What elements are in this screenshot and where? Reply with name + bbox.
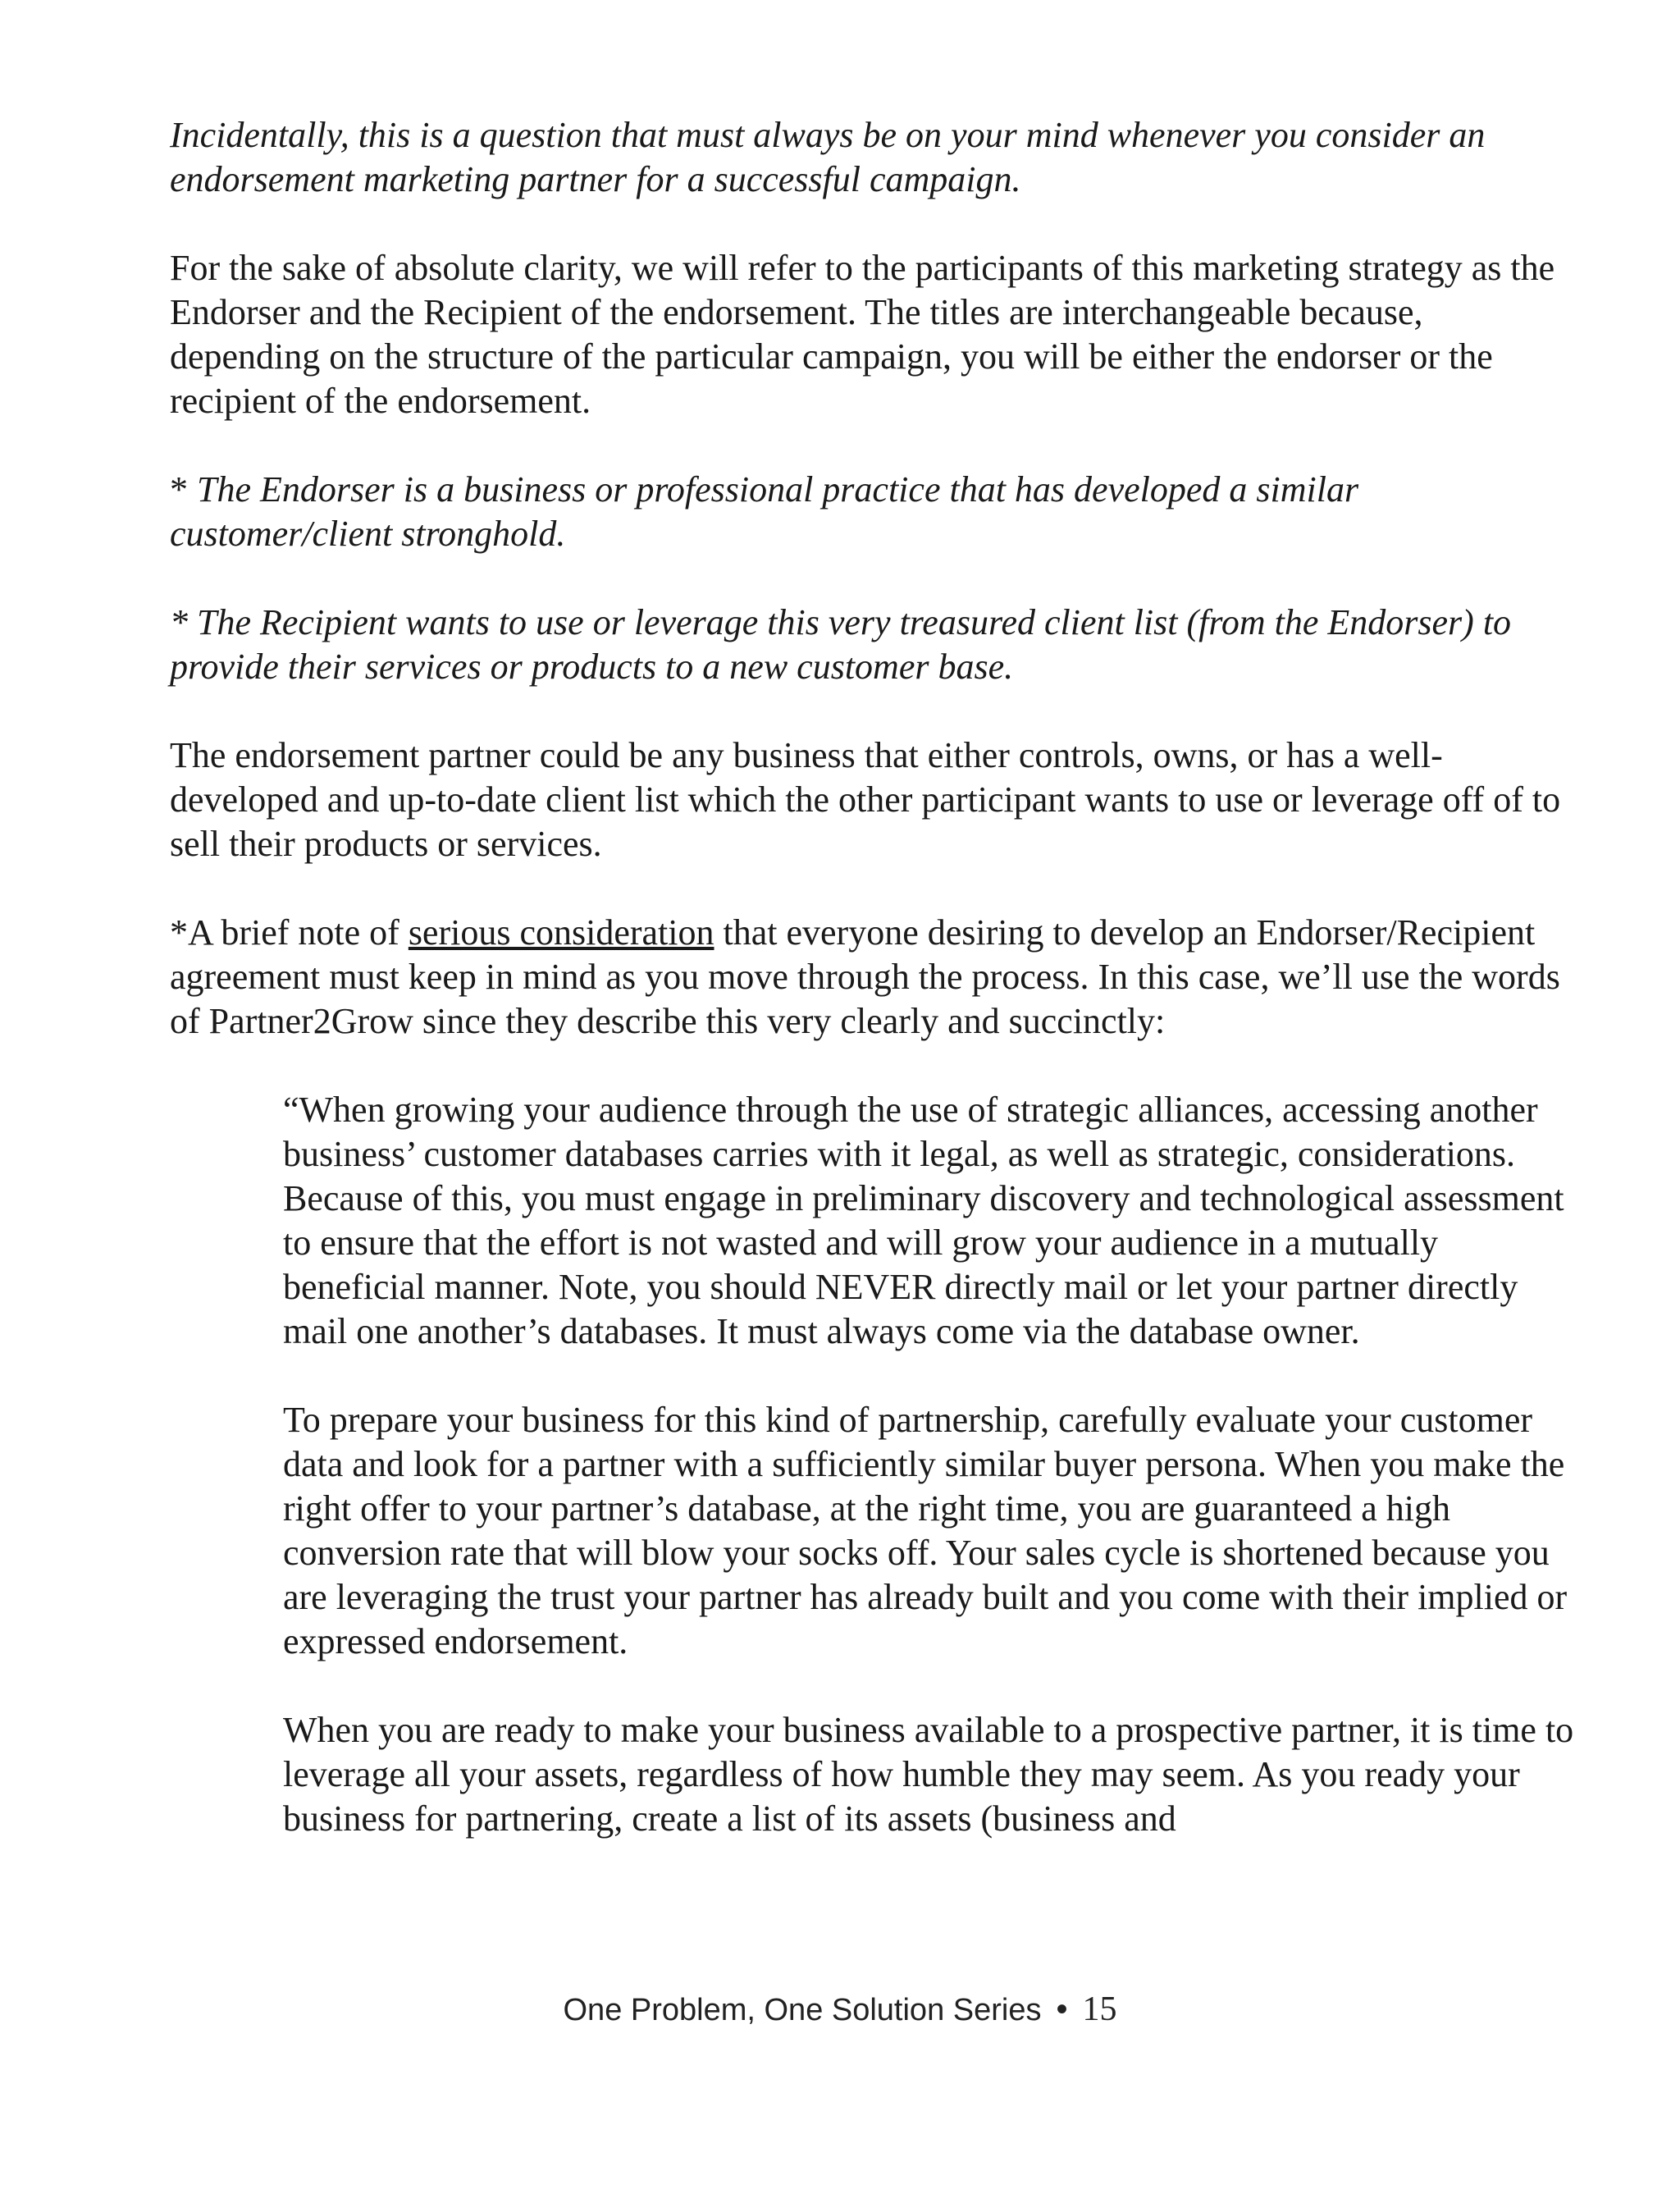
intro-paragraph: Incidentally, this is a question that must always be on your mind whenever you consider an endorsement marketing partner for a successful campaign. (170, 115, 1486, 199)
quote-paragraph-1: “When growing your audience through the use of strategic alliances, accessing another business’ customer databases carries with it legal, as well as strategic, considerations. Because of this, you must engage in preliminary discovery and technological assessment to ensure that the effort is not wasted and will grow your audience in a mutually beneficial manner. Note, you should NEVER directly mail or let your partner directly mail one another’s databases. It must always come via the database owner. (283, 1090, 1564, 1351)
page-body (170, 113, 1573, 1885)
consideration-note-lead: *A brief note of (170, 912, 409, 953)
consideration-note (170, 911, 1573, 1044)
page-number: 15 (1082, 1990, 1117, 2028)
series-title: One Problem, One Solution Series (563, 1993, 1042, 2027)
recipient-definition: * The Recipient wants to use or leverage this very treasured client list (from the Endorser) to provide their services or products to a new customer base. (170, 602, 1512, 687)
quote-paragraph-3: When you are ready to make your business available to a prospective partner, it is time to leverage all your assets, regardless of how humble they may seem. As you ready your business for partnering, create a list of its assets (business and (283, 1710, 1574, 1839)
endorser-definition-text: The Endorser is a business or professional practice that has developed a similar customer/client stronghold. (170, 469, 1359, 554)
consideration-note-rest: that everyone desiring to develop an Endorser/Recipient agreement must keep in mind as you move through the process. In this case, we’ll use the words of Partner2Grow since they describe this very clearly and succinctly: (170, 912, 1560, 1041)
partner-paragraph: The endorsement partner could be any business that either controls, owns, or has a well-developed and up-to-date client list which the other participant wants to use or leverage off of to sell their products or services. (170, 735, 1561, 864)
endorser-bullet: * (170, 469, 197, 510)
footer-bullet: • (1056, 1991, 1068, 2027)
endorser-definition (170, 468, 1573, 556)
page-footer (0, 1989, 1680, 2031)
quote-paragraph-2: To prepare your business for this kind of partnership, carefully evaluate your customer data and look for a partner with a sufficiently similar buyer persona. When you make the right offer to your partner’s database, at the right time, you are guaranteed a high conversion rate that will blow your socks off. Your sales cycle is shortened because you are leveraging the trust your partner has already built and you come with their implied or expressed endorsement. (283, 1400, 1568, 1661)
clarity-paragraph: For the sake of absolute clarity, we will refer to the participants of this marketing strategy as the Endorser and the Recipient of the endorsement. The titles are interchangeable because, depending on the structure of the particular campaign, you will be either the endorser or the recipient of the endorsement. (170, 248, 1555, 421)
serious-consideration-text: serious consideration (408, 912, 714, 953)
